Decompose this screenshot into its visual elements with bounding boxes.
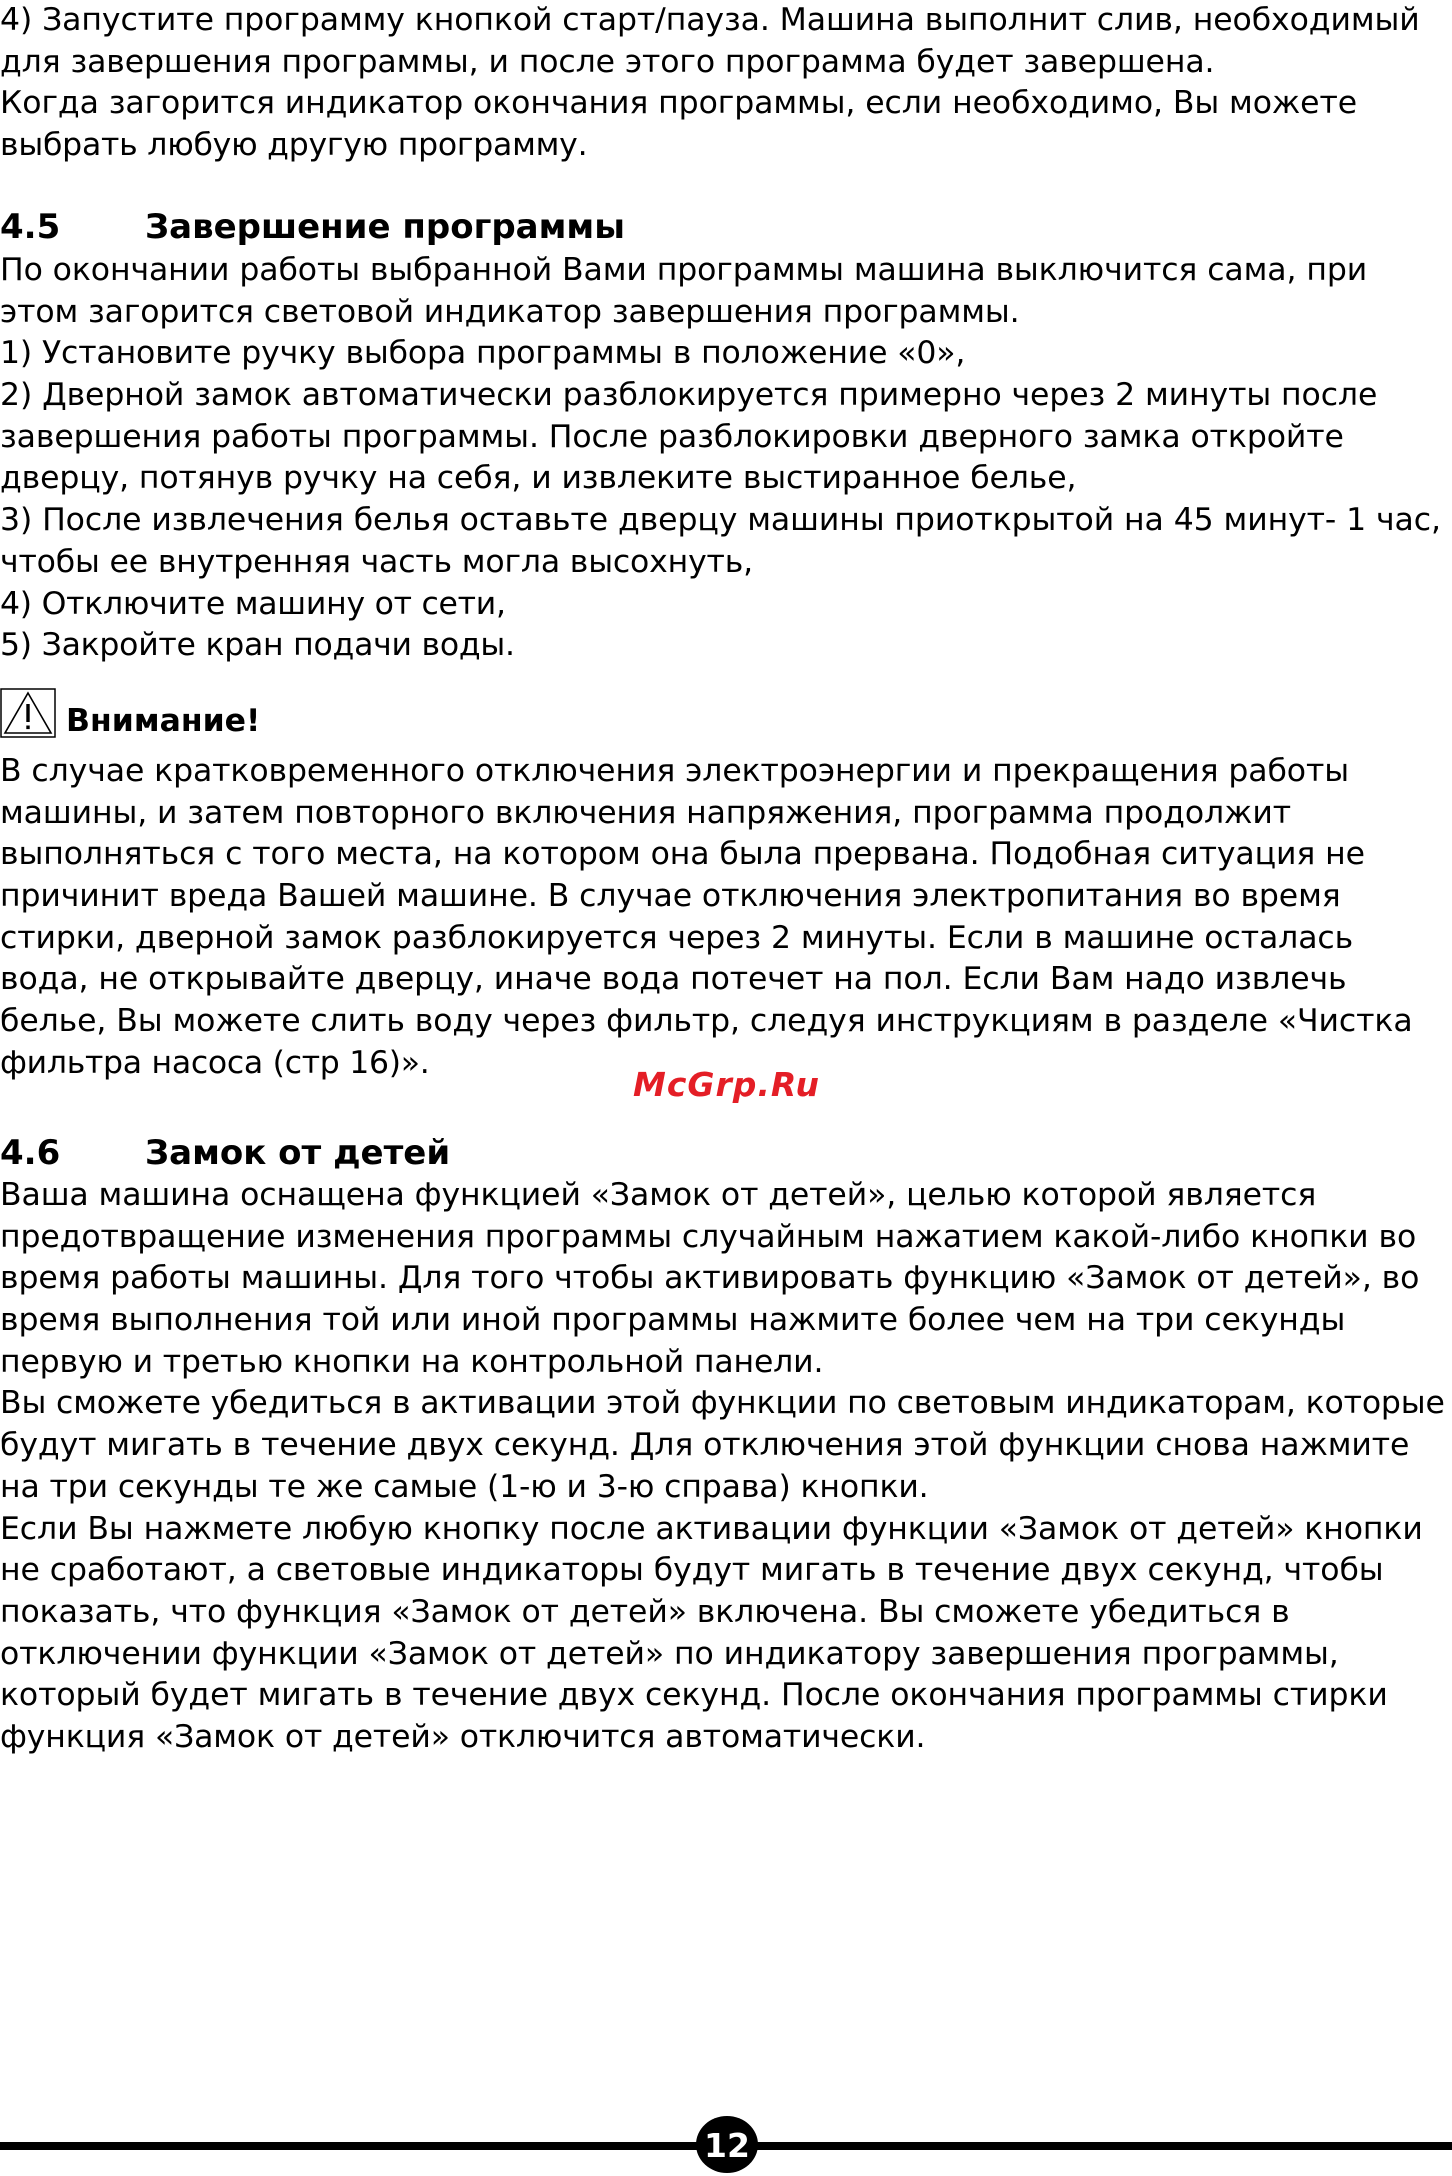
text-line: время работы машины. Для того чтобы активировать функцию «Замок от детей», во — [0, 1260, 1420, 1297]
text-line: который будет мигать в течение двух секунд. После окончания программы стирки — [0, 1677, 1388, 1714]
text-line: машины, и затем повторного включения напряжения, программа продолжит — [0, 794, 1291, 831]
text-line: причинит вреда Вашей машине. В случае отключения электропитания во время — [0, 878, 1341, 915]
list-item: 2) Дверной замок автоматически разблокируется примерно через 2 минуты после — [0, 377, 1378, 414]
text-line: По окончании работы выбранной Вами программы машина выключится сама, при — [0, 252, 1368, 288]
text-line: стирки, дверной замок разблокируется через 2 минуты. Если в машине осталась — [0, 919, 1354, 956]
text-line: Если Вы нажмете любую кнопку после активации функции «Замок от детей» кнопки — [0, 1510, 1423, 1547]
warning-heading — [0, 688, 260, 738]
section-heading-4-6 — [0, 1131, 450, 1175]
text-line: на три секунды те же самые (1-ю и 3-ю справа) кнопки. — [0, 1468, 929, 1505]
text-line: чтобы ее внутренняя часть могла высохнуть, — [0, 543, 753, 580]
text-line: Ваша машина оснащена функцией «Замок от детей», целью которой является — [0, 1177, 1317, 1213]
text-line: фильтра насоса (стр 16)». — [0, 1044, 430, 1081]
text-line: выбрать любую другую программу. — [0, 127, 588, 164]
section-title: Завершение программы — [145, 207, 625, 247]
section-4-6-body — [0, 1175, 1452, 1759]
text-line: этом загорится световой индикатор завершения программы. — [0, 293, 1020, 330]
warning-title: Внимание! — [66, 703, 261, 739]
intro-paragraph — [0, 0, 1452, 167]
list-item: 4) Отключите машину от сети, — [0, 585, 506, 622]
section-4-5-body — [0, 250, 1452, 667]
list-item: 1) Установите ручку выбора программы в положение «0», — [0, 335, 966, 372]
text-line: дверцу, потянув ручку на себя, и извлеките выстиранное белье, — [0, 460, 1077, 497]
text-line: белье, Вы можете слить воду через фильтр, следуя инструкциям в разделе «Чистка — [0, 1003, 1413, 1040]
text-line: Когда загорится индикатор окончания программы, если необходимо, Вы можете — [0, 85, 1358, 122]
warning-triangle-icon — [0, 688, 56, 738]
text-line: первую и третью кнопки на контрольной панели. — [0, 1343, 824, 1380]
section-number: 4.6 — [0, 1133, 61, 1173]
list-item: 5) Закройте кран подачи воды. — [0, 627, 515, 664]
text-line: не сработают, а световые индикаторы будут мигать в течение двух секунд, чтобы — [0, 1552, 1384, 1589]
text-line: В случае кратковременного отключения электроэнергии и прекращения работы — [0, 753, 1349, 789]
text-line: 4) Запустите программу кнопкой старт/пауза. Машина выполнит слив, необходимый — [0, 2, 1420, 38]
section-heading-4-5 — [0, 205, 625, 249]
text-line: предотвращение изменения программы случайным нажатием какой-либо кнопки во — [0, 1218, 1417, 1255]
text-line: вода, не открывайте дверцу, иначе вода потечет на пол. Если Вам надо извлечь — [0, 961, 1347, 998]
text-line: выполняться с того места, на котором она была прервана. Подобная ситуация не — [0, 836, 1365, 873]
text-line: будут мигать в течение двух секунд. Для отключения этой функции снова нажмите — [0, 1427, 1410, 1464]
section-number: 4.5 — [0, 207, 61, 247]
text-line: Вы сможете убедиться в активации этой функции по световым индикаторам, которые — [0, 1385, 1445, 1422]
section-title: Замок от детей — [145, 1133, 451, 1173]
text-line: отключении функции «Замок от детей» по индикатору завершения программы, — [0, 1635, 1339, 1672]
list-item: 3) После извлечения белья оставьте дверцу машины приоткрытой на 45 минут- 1 час, — [0, 502, 1441, 539]
warning-body — [0, 751, 1452, 1085]
text-line: функция «Замок от детей» отключится автоматически. — [0, 1718, 926, 1755]
watermark: McGrp.Ru — [633, 1065, 821, 1104]
text-line: время выполнения той или иной программы нажмите более чем на три секунды — [0, 1302, 1346, 1339]
text-line: показать, что функция «Замок от детей» включена. Вы сможете убедиться в — [0, 1593, 1290, 1630]
page-number-badge: 12 — [696, 2116, 758, 2173]
text-line: завершения работы программы. После разблокировки дверного замка откройте — [0, 418, 1344, 455]
text-line: для завершения программы, и после этого программа будет завершена. — [0, 43, 1215, 80]
